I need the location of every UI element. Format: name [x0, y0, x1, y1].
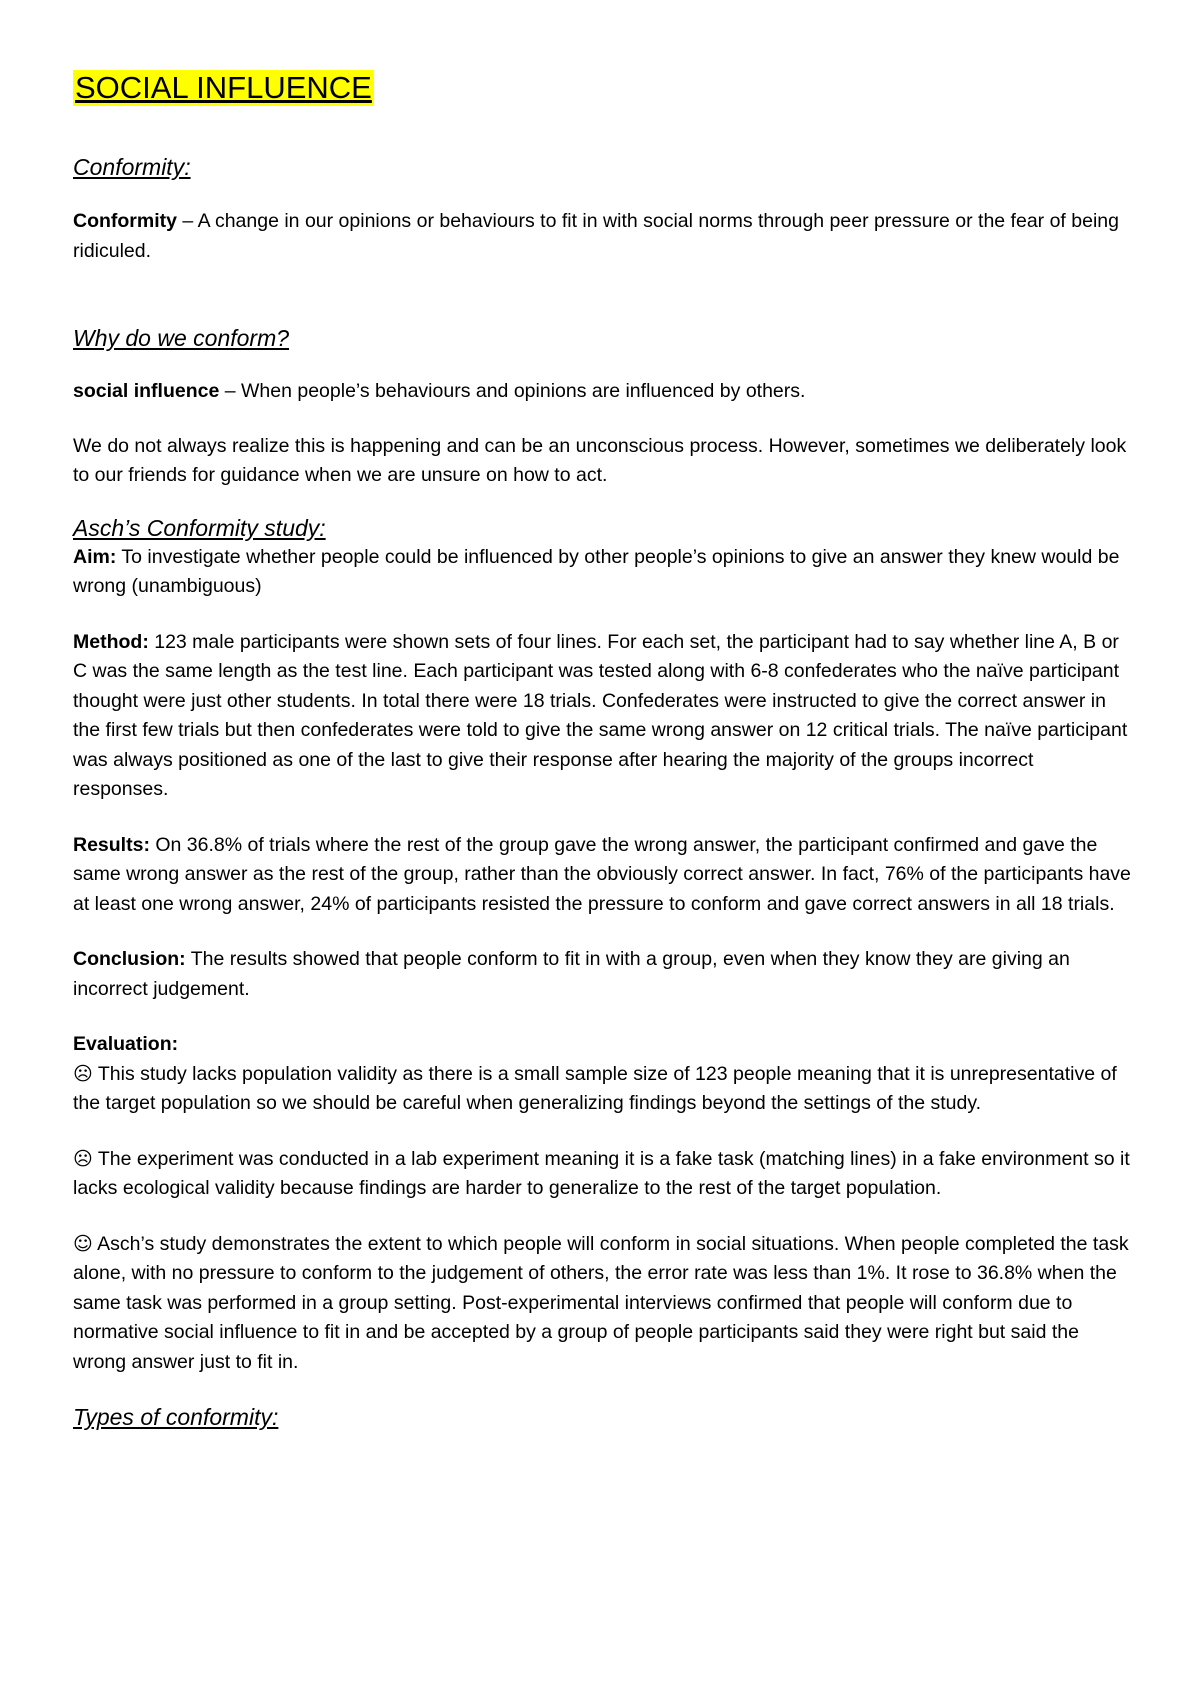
social-influence-definition — [73, 377, 1133, 407]
asch-aim — [73, 543, 1133, 602]
asch-method — [73, 628, 1133, 805]
heading-conformity: Conformity: — [73, 154, 191, 180]
conclusion-label: Conclusion: — [73, 948, 186, 970]
aim-text: To investigate whether people could be influenced by other people’s opinions to give an answer they knew would be wrong (unambiguous) — [73, 545, 1120, 597]
evaluation-point — [73, 1145, 1133, 1204]
evaluation-point-text: Asch’s study demonstrates the extent to which people will conform in social situations. When people completed the task alone, with no pressure to conform to the judgement of others, the error rate was less than 1%. It rose to 36.8% when the same task was performed in a group setting. Post-experimental interviews confirmed that people will conform due to normative social influence to fit in and be accepted by a group of people participants said they were right but said the wrong answer just to fit in. — [73, 1232, 1129, 1373]
definition-term: Conformity — [73, 210, 177, 232]
evaluation-point — [73, 1230, 1133, 1378]
conformity-definition — [73, 207, 1133, 266]
heading-asch-study: Asch’s Conformity study: — [73, 514, 326, 541]
definition-term: social influence — [73, 380, 220, 402]
asch-results — [73, 831, 1133, 920]
results-label: Results: — [73, 833, 150, 856]
sad-face-icon: ☹ — [73, 1062, 93, 1085]
document-page — [73, 70, 1133, 1432]
conclusion-text: The results showed that people conform to fit in with a group, even when they know they are giving an incorrect judgement. — [73, 948, 1070, 1000]
evaluation-point-text: The experiment was conducted in a lab experiment meaning it is a fake task (matching lines) in a fake environment so it lacks ecological validity because findings are harder to generalize to the rest of the target population. — [73, 1147, 1130, 1199]
evaluation-label: Evaluation: — [73, 1033, 179, 1055]
sad-face-icon: ☹ — [73, 1147, 93, 1170]
heading-types-of-conformity: Types of conformity: — [73, 1404, 279, 1430]
smiley-face-icon: ☺ — [73, 1232, 93, 1255]
method-text: 123 male participants were shown sets of four lines. For each set, the participant had to say whether line A, B or C was the same length as the test line. Each participant was tested along with 6-8 confederates who the naïve participant thought were just other students. In total there were 18 trials. Confederates were instructed to give the correct answer in the first few trials but then confederates were told to give the same wrong answer on 12 critical trials. The naïve participant was always positioned as one of the last to give their response after hearing the majority of the groups incorrect responses. — [73, 630, 1128, 800]
definition-text: – A change in our opinions or behaviours to fit in with social norms through peer pressure or the fear of being ridiculed. — [73, 210, 1119, 262]
evaluation-point — [73, 1060, 1133, 1119]
method-label: Method: — [73, 630, 149, 653]
why-conform-paragraph: We do not always realize this is happening and can be an unconscious process. However, sometimes we deliberately look to our friends for guidance when we are unsure on how to act. — [73, 434, 1127, 486]
results-text: On 36.8% of trials where the rest of the group gave the wrong answer, the participant confirmed and gave the same wrong answer as the rest of the group, rather than the obviously correct answer. In fact, 76% of the participants have at least one wrong answer, 24% of participants resisted the pressure to conform and gave correct answers in all 18 trials. — [73, 833, 1131, 915]
evaluation-point-text: This study lacks population validity as there is a small sample size of 123 people meaning that it is unrepresentative of the target population so we should be careful when generalizing findings beyond the settings of the study. — [73, 1062, 1117, 1114]
document-title: SOCIAL INFLUENCE — [75, 70, 372, 105]
heading-why-conform: Why do we conform? — [73, 325, 290, 351]
asch-conclusion — [73, 945, 1133, 1004]
definition-text: – When people’s behaviours and opinions are influenced by others. — [219, 380, 806, 402]
aim-label: Aim: — [73, 545, 117, 568]
